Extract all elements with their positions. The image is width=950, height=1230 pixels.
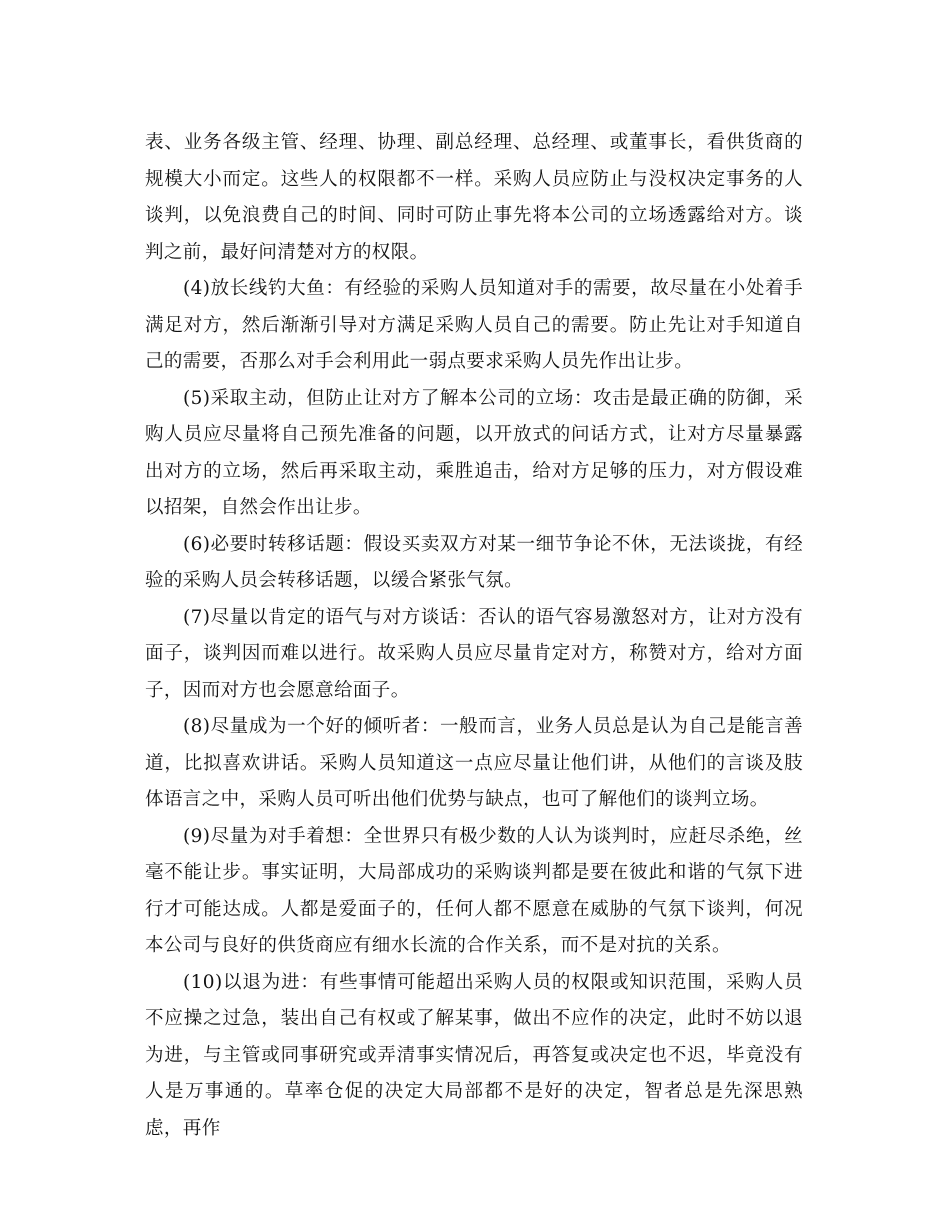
- paragraph-item-4: (4)放长线钓大鱼：有经验的采购人员知道对手的需要，故尽量在小处着手满足对方，然后渐渐引导对方满足采购人员自己的需要。防止先让对手知道自己的需要，否那么对手会利用此一弱点要求采购人员先作出让步。: [145, 278, 803, 372]
- paragraph-item-10: (10)以退为进：有些事情可能超出采购人员的权限或知识范围，采购人员不应操之过急，装出自己有权或了解某事，做出不应作的决定，此时不妨以退为进，与主管或同事研究或弄清事实情况后，再答复或决定也不迟，毕竟没有人是万事通的。草率仓促的决定大局部都不是好的决定，智者总是先深思熟虑，再作: [145, 971, 803, 1139]
- paragraph-continued: 表、业务各级主管、经理、协理、副总经理、总经理、或董事长，看供货商的规模大小而定。这些人的权限都不一样。采购人员应防止与没权决定事务的人谈判，以免浪费自己的时间、同时可防止事先将本公司的立场透露给对方。谈判之前，最好问清楚对方的权限。: [145, 132, 803, 263]
- paragraph-item-5: (5)采取主动，但防止让对方了解本公司的立场：攻击是最正确的防御，采购人员应尽量将自己预先准备的问题，以开放式的问话方式，让对方尽量暴露出对方的立场，然后再采取主动，乘胜追击，给对方足够的压力，对方假设难以招架，自然会作出让步。: [145, 387, 803, 518]
- paragraph-item-6: (6)必要时转移话题：假设买卖双方对某一细节争论不休，无法谈拢，有经验的采购人员会转移话题，以缓合紧张气氛。: [145, 533, 803, 591]
- paragraph-item-9: (9)尽量为对手着想：全世界只有极少数的人认为谈判时，应赶尽杀绝，丝毫不能让步。事实证明，大局部成功的采购谈判都是要在彼此和谐的气氛下进行才可能达成。人都是爱面子的，任何人都不愿意在威胁的气氛下谈判，何况本公司与良好的供货商应有细水长流的合作关系，而不是对抗的关系。: [145, 825, 803, 956]
- paragraph-item-7: (7)尽量以肯定的语气与对方谈话：否认的语气容易激怒对方，让对方没有面子，谈判因而难以进行。故采购人员应尽量肯定对方，称赞对方，给对方面子，因而对方也会愿意给面子。: [145, 606, 803, 701]
- document-page: [145, 125, 803, 1147]
- paragraph-item-8: (8)尽量成为一个好的倾听者：一般而言，业务人员总是认为自己是能言善道，比拟喜欢讲话。采购人员知道这一点应尽量让他们讲，从他们的言谈及肢体语言之中，采购人员可听出他们优势与缺点，也可了解他们的谈判立场。: [145, 716, 803, 810]
